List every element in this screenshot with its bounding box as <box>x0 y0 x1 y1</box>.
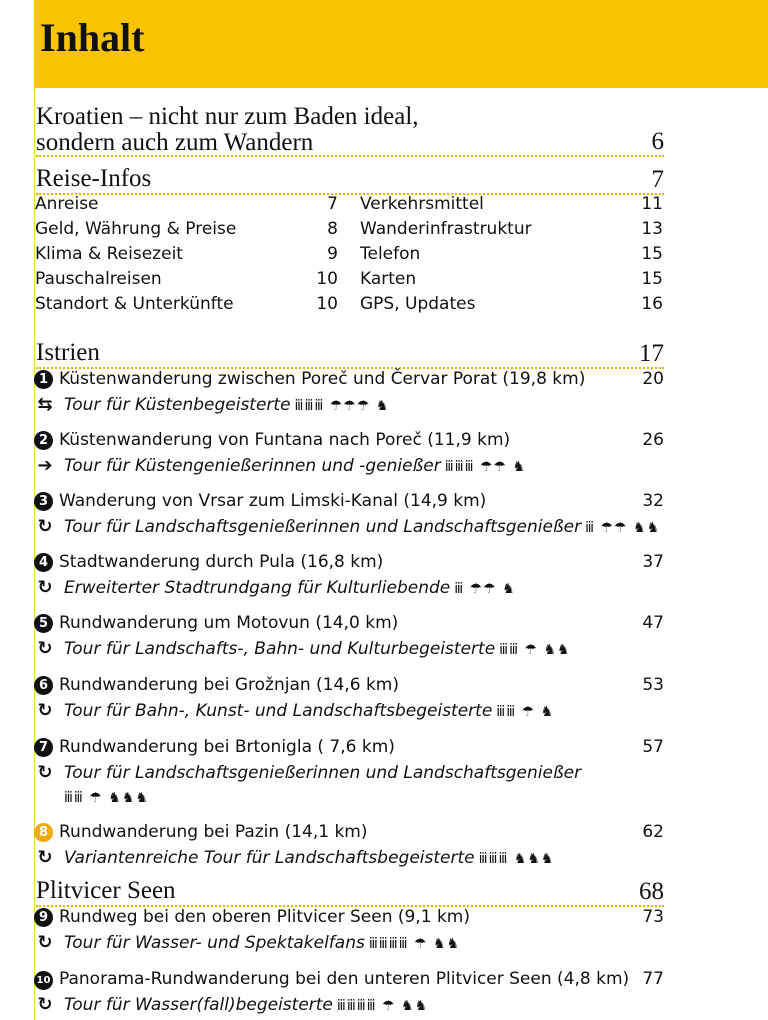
tour-subtitle-line <box>34 636 664 661</box>
tour-rating-icons: ⅲⅲⅲ ☂☂☂ ♞ <box>294 398 390 414</box>
tour-entry[interactable] <box>34 611 664 661</box>
tour-subtitle-line <box>34 453 664 478</box>
tour-number-badge: 7 <box>34 738 53 757</box>
tour-title: Stadtwanderung durch Pula (16,8 km) <box>59 552 384 572</box>
tour-entry[interactable] <box>34 820 664 870</box>
reise-info-label: Klima & Reisezeit <box>35 244 183 264</box>
reise-info-page: 16 <box>641 294 663 314</box>
tour-page: 26 <box>642 430 664 450</box>
tour-subtitle: Tour für Landschafts-, Bahn- und Kulturbegeisterte <box>64 639 496 659</box>
tour-subtitle: Tour für Bahn-, Kunst- und Landschaftsbegeisterte <box>64 701 493 721</box>
tour-page: 62 <box>642 822 664 842</box>
plitvice-page: 68 <box>639 878 664 905</box>
tour-subtitle-line <box>34 992 664 1017</box>
reise-info-item[interactable] <box>360 221 663 238</box>
tour-number-badge: 5 <box>34 614 53 633</box>
tour-rating-icons: ⅲ ☂☂ ♞ <box>454 581 516 597</box>
reise-info-page: 8 <box>327 219 338 239</box>
tour-entry[interactable] <box>34 489 664 539</box>
tour-title-line <box>34 428 664 453</box>
istrien-title: Istrien <box>36 339 100 366</box>
route-type-icon: ↻ <box>37 516 53 537</box>
route-type-icon: ↻ <box>37 700 53 721</box>
tour-page: 53 <box>642 675 664 695</box>
tour-number-badge: 6 <box>34 676 53 695</box>
reise-info-label: Telefon <box>360 244 421 264</box>
intro-page: 6 <box>651 128 664 155</box>
tour-number-badge: 9 <box>34 908 53 927</box>
tour-number-badge: 3 <box>34 492 53 511</box>
tour-subtitle-line <box>34 760 664 785</box>
tour-subtitle: Erweiterter Stadtrundgang für Kulturliebende <box>64 578 451 598</box>
tour-entry[interactable] <box>34 967 664 1017</box>
tour-subtitle-line <box>34 392 664 417</box>
tour-title: Küstenwanderung von Funtana nach Poreč (11,9 km) <box>59 430 511 450</box>
reise-info-label: Karten <box>360 269 417 289</box>
tour-subtitle: Tour für Wasser- und Spektakelfans <box>64 933 365 953</box>
tour-subtitle-line <box>34 845 664 870</box>
toc-plitvicer-seen[interactable] <box>36 878 664 904</box>
tour-entry[interactable] <box>34 367 664 417</box>
tour-rating-icons: ⅲ ☂☂ ♞♞ <box>585 520 661 536</box>
tour-rating-line <box>34 785 664 810</box>
tour-subtitle: Tour für Wasser(fall)begeisterte <box>64 995 333 1015</box>
reise-info-page: 9 <box>327 244 338 264</box>
tour-subtitle: Tour für Landschaftsgenießerinnen und Landschaftsgenießer <box>64 763 582 783</box>
tour-rating-icons: ⅲⅲ ☂ ♞ <box>496 704 555 720</box>
route-type-icon: ➔ <box>37 455 53 476</box>
tour-rating-icons: ⅲⅲ ☂ ♞♞ <box>499 642 571 658</box>
reise-info-item[interactable] <box>35 221 338 238</box>
tour-title-line <box>34 905 664 930</box>
tour-title: Panorama-Rundwanderung bei den unteren Plitvicer Seen (4,8 km) <box>59 969 630 989</box>
tour-page: 47 <box>642 613 664 633</box>
reise-info-label: Wanderinfrastruktur <box>360 219 532 239</box>
tour-number-badge: 1 <box>34 370 53 389</box>
tour-entry[interactable] <box>34 735 664 810</box>
reise-info-page: 15 <box>641 244 663 264</box>
tour-rating-icons: ⅲⅲⅲⅲ ☂ ♞♞ <box>336 998 429 1014</box>
reise-info-item[interactable] <box>35 296 338 313</box>
tour-subtitle: Variantenreiche Tour für Landschaftsbegeisterte <box>64 848 475 868</box>
tour-subtitle: Tour für Küstengenießerinnen und -genießer <box>64 456 441 476</box>
reise-info-label: Verkehrsmittel <box>360 194 484 214</box>
reise-info-item[interactable] <box>35 246 338 263</box>
reise-info-label: GPS, Updates <box>360 294 476 314</box>
reise-info-page: 10 <box>316 269 338 289</box>
tour-subtitle: Tour für Landschaftsgenießerinnen und Landschaftsgenießer <box>64 517 582 537</box>
route-type-icon: ↻ <box>37 932 53 953</box>
tour-title-line <box>34 735 664 760</box>
tour-page: 20 <box>642 369 664 389</box>
tour-subtitle: Tour für Küstenbegeisterte <box>64 395 291 415</box>
tour-entry[interactable] <box>34 428 664 478</box>
reise-info-label: Standort & Unterkünfte <box>35 294 234 314</box>
tour-number-badge: 8 <box>34 823 53 842</box>
header-bar <box>34 0 768 88</box>
tour-title: Rundweg bei den oberen Plitvicer Seen (9,1 km) <box>59 907 470 927</box>
toc-reise-infos[interactable] <box>36 166 664 192</box>
tour-title-line <box>34 489 664 514</box>
plitvice-title: Plitvicer Seen <box>36 877 176 904</box>
tour-title: Wanderung von Vrsar zum Limski-Kanal (14,9 km) <box>59 491 487 511</box>
tour-entry[interactable] <box>34 673 664 723</box>
tour-rating-icons: ⅲⅲ ☂ ♞♞♞ <box>64 790 149 806</box>
tour-number-badge: 10 <box>34 971 53 990</box>
route-type-icon: ↻ <box>37 847 53 868</box>
tour-title: Rundwanderung bei Grožnjan (14,6 km) <box>59 675 399 695</box>
tour-entry[interactable] <box>34 550 664 600</box>
tour-rating-icons: ⅲⅲⅲ ♞♞♞ <box>478 851 555 867</box>
intro-title-line2: sondern auch zum Wandern <box>36 129 314 156</box>
reise-info-label: Pauschalreisen <box>35 269 162 289</box>
tour-page: 73 <box>642 907 664 927</box>
route-type-icon: ↻ <box>37 638 53 659</box>
tour-title-line <box>34 967 664 992</box>
reise-info-item[interactable] <box>35 196 338 213</box>
page-title: Inhalt <box>40 15 145 60</box>
reise-info-item[interactable] <box>360 196 663 213</box>
tour-subtitle-line <box>34 930 664 955</box>
dot-leader <box>36 193 664 195</box>
reise-info-item[interactable] <box>360 296 663 313</box>
dot-leader <box>36 155 664 157</box>
tour-rating-icons: ⅲⅲⅲⅲ ☂ ♞♞ <box>368 936 461 952</box>
tour-entry[interactable] <box>34 905 664 955</box>
reise-info-item[interactable] <box>360 246 663 263</box>
route-type-icon: ↻ <box>37 994 53 1015</box>
route-type-icon: ⇆ <box>37 394 53 415</box>
reise-page: 7 <box>651 166 664 193</box>
tour-number-badge: 2 <box>34 431 53 450</box>
reise-info-page: 7 <box>327 194 338 214</box>
tour-page: 37 <box>642 552 664 572</box>
reise-info-label: Geld, Währung & Preise <box>35 219 237 239</box>
tour-title-line <box>34 611 664 636</box>
tour-page: 77 <box>642 969 664 989</box>
istrien-page: 17 <box>639 340 664 367</box>
reise-title: Reise-Infos <box>36 165 152 192</box>
tour-page: 32 <box>642 491 664 511</box>
tour-title: Rundwanderung bei Pazin (14,1 km) <box>59 822 368 842</box>
tour-rating-icons: ⅲⅲⅲ ☂☂ ♞ <box>444 459 527 475</box>
tour-title: Rundwanderung bei Brtonigla ( 7,6 km) <box>59 737 395 757</box>
tour-subtitle-line <box>34 575 664 600</box>
tour-title-line <box>34 367 664 392</box>
tour-subtitle-line <box>34 698 664 723</box>
tour-title-line <box>34 820 664 845</box>
tour-number-badge: 4 <box>34 553 53 572</box>
tour-page: 57 <box>642 737 664 757</box>
reise-info-page: 11 <box>641 194 663 214</box>
reise-info-page: 10 <box>316 294 338 314</box>
toc-intro[interactable] <box>36 104 664 154</box>
tour-title-line <box>34 550 664 575</box>
tour-title: Rundwanderung um Motovun (14,0 km) <box>59 613 399 633</box>
reise-info-item[interactable] <box>360 271 663 288</box>
tour-title: Küstenwanderung zwischen Poreč und Červar Porat (19,8 km) <box>59 369 586 389</box>
reise-info-label: Anreise <box>35 194 99 214</box>
toc-istrien[interactable] <box>36 340 664 366</box>
route-type-icon: ↻ <box>37 762 53 783</box>
tour-title-line <box>34 673 664 698</box>
intro-title-line1: Kroatien – nicht nur zum Baden ideal, <box>36 103 419 130</box>
reise-info-page: 15 <box>641 269 663 289</box>
reise-info-item[interactable] <box>35 271 338 288</box>
reise-info-page: 13 <box>641 219 663 239</box>
route-type-icon: ↻ <box>37 577 53 598</box>
tour-subtitle-line <box>34 514 664 539</box>
